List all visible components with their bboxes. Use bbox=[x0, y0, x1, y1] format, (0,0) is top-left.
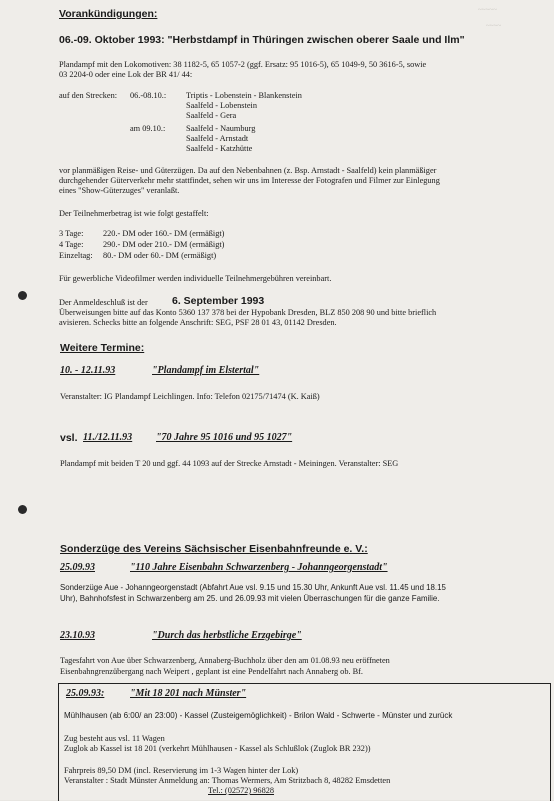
fee-intro: Der Teilnehmerbetrag ist wie folgt gestaffelt: bbox=[59, 209, 209, 218]
video-note: Für gewerbliche Videofilmer werden individuelle Teilnehmergebühren vereinbart. bbox=[59, 274, 332, 283]
event-text: Tagesfahrt von Aue über Schwarzenberg, Annaberg-Buchholz über den am 01.08.93 neu eröffneten bbox=[60, 656, 390, 665]
transfer-line: avisieren. Schecks bitte an folgende Anschrift: SEG, PSF 28 01 43, 01142 Dresden. bbox=[59, 318, 337, 327]
para-line: eines "Show-Güterzuges" veranlaßt. bbox=[59, 186, 180, 195]
route-item: Saalfeld - Naumburg bbox=[186, 124, 256, 133]
event-title: "110 Jahre Eisenbahn Schwarzenberg - Johanngeorgenstadt" bbox=[130, 562, 388, 573]
event-prefix: vsl. bbox=[60, 432, 78, 444]
event-text: Sonderzüge Aue - Johanngeorgenstadt (Abfahrt Aue vsl. 9.15 und 15.30 Uhr, Ankunft Aue vsl. 11.45 und 18.15 bbox=[60, 583, 446, 592]
event-info: Plandampf mit beiden T 20 und ggf. 44 1093 auf der Strecke Arnstadt - Meiningen. Veranstalter: SEG bbox=[60, 459, 399, 468]
loco-line-2: 03 2204-0 oder eine Lok der BR 41/ 44: bbox=[59, 70, 193, 79]
event-title: 06.-09. Oktober 1993: "Herbstdampf in Thüringen zwischen oberer Saale und Ilm" bbox=[59, 34, 465, 46]
event-date: 23.10.93 bbox=[60, 630, 95, 641]
routes-prefix: auf den Strecken: bbox=[59, 91, 118, 100]
event-title: "Durch das herbstliche Erzgebirge" bbox=[152, 630, 302, 641]
route-item: Saalfeld - Gera bbox=[186, 111, 237, 120]
fee-value: 220.- DM oder 160.- DM (ermäßigt) bbox=[103, 229, 225, 238]
event-text: Zug besteht aus vsl. 11 Wagen bbox=[64, 734, 165, 743]
event-date: 10. - 12.11.93 bbox=[60, 365, 116, 376]
event-title: "Plandampf im Elstertal" bbox=[152, 365, 260, 376]
route-item: Saalfeld - Lobenstein bbox=[186, 101, 257, 110]
event-title: "70 Jahre 95 1016 und 95 1027" bbox=[156, 432, 293, 443]
event-text: Zuglok ab Kassel ist 18 201 (verkehrt Mühlhausen - Kassel als Schlußlok (Zuglok BR 232)) bbox=[64, 744, 371, 753]
fee-value: 290.- DM oder 210.- DM (ermäßigt) bbox=[103, 240, 225, 249]
para-line: vor planmäßigen Reise- und Güterzügen. Da auf den Nebenbahnen (z. Bsp. Arnstadt - Saalfeld) kein planmäßiger bbox=[59, 166, 437, 175]
event-date: 25.09.93: bbox=[66, 688, 105, 699]
event-organizer: Veranstalter : Stadt Münster Anmeldung an: Thomas Wermers, Am Stritzbach 8, 48282 Emsdetten bbox=[64, 776, 391, 785]
special-heading: Sonderzüge des Vereins Sächsischer Eisenbahnfreunde e. V.: bbox=[60, 543, 368, 555]
event-route: Mühlhausen (ab 6:00/ an 23:00) - Kassel (Zusteigemöglichkeit) - Brilon Wald - Schwerte - Münster und zurück bbox=[64, 711, 453, 720]
fee-label: 4 Tage: bbox=[59, 240, 84, 249]
route-date: am 09.10.: bbox=[130, 124, 166, 133]
show-through-text: ~~~~~ bbox=[478, 6, 497, 14]
event-date: 11./12.11.93 bbox=[83, 432, 133, 443]
announcements-heading: Vorankündigungen: bbox=[59, 8, 158, 20]
route-item: Saalfeld - Katzhütte bbox=[186, 144, 253, 153]
route-item: Saalfeld - Arnstadt bbox=[186, 134, 249, 143]
route-date: 06.-08.10.: bbox=[130, 91, 167, 100]
para-line: durchgehender Güterverkehr mehr stattfindet, sehen wir uns im Interesse der Fotografen und Filmer zur Einlegung bbox=[59, 176, 440, 185]
event-info: Veranstalter: IG Plandampf Leichlingen. Info: Telefon 02175/71474 (K. Kaiß) bbox=[60, 392, 320, 401]
fee-label: 3 Tage: bbox=[59, 229, 84, 238]
fee-label: Einzeltag: bbox=[59, 251, 93, 260]
further-heading: Weitere Termine: bbox=[60, 342, 145, 354]
route-item: Triptis - Lobenstein - Blankenstein bbox=[186, 91, 302, 100]
punch-hole bbox=[18, 291, 27, 300]
deadline-date: 6. September 1993 bbox=[172, 295, 265, 307]
show-through-text: ~~~~ bbox=[486, 22, 502, 30]
event-date: 25.09.93 bbox=[60, 562, 95, 573]
transfer-line: Überweisungen bitte auf das Konto 5360 137 378 bei der Hypobank Dresden, BLZ 850 208 90 und bitte brieflich bbox=[59, 308, 437, 317]
deadline-prefix: Der Anmeldeschluß ist der bbox=[59, 298, 148, 307]
fee-value: 80.- DM oder 60.- DM (ermäßigt) bbox=[103, 251, 217, 260]
event-fare: Fahrpreis 89,50 DM (incl. Reservierung im 1-3 Wagen hinter der Lok) bbox=[64, 766, 299, 775]
event-phone: Tel.: (02572) 96828 bbox=[208, 786, 275, 795]
punch-hole bbox=[18, 505, 27, 514]
event-text: Eisenbahngrenzübergang nach Weipert , geplant ist eine Pendelfahrt nach Annaberg ob. Bf. bbox=[60, 667, 363, 676]
loco-line-1: Plandampf mit den Lokomotiven: 38 1182-5, 65 1057-2 (ggf. Ersatz: 95 1016-5), 65 1049-9, 50 3616-5, sowie bbox=[59, 60, 427, 69]
event-text: Uhr), Bahnhofsfest in Schwarzenberg am 25. und 26.09.93 mit vielen Überraschungen für die ganze Familie. bbox=[60, 594, 440, 603]
event-title: "Mit 18 201 nach Münster" bbox=[130, 688, 247, 699]
